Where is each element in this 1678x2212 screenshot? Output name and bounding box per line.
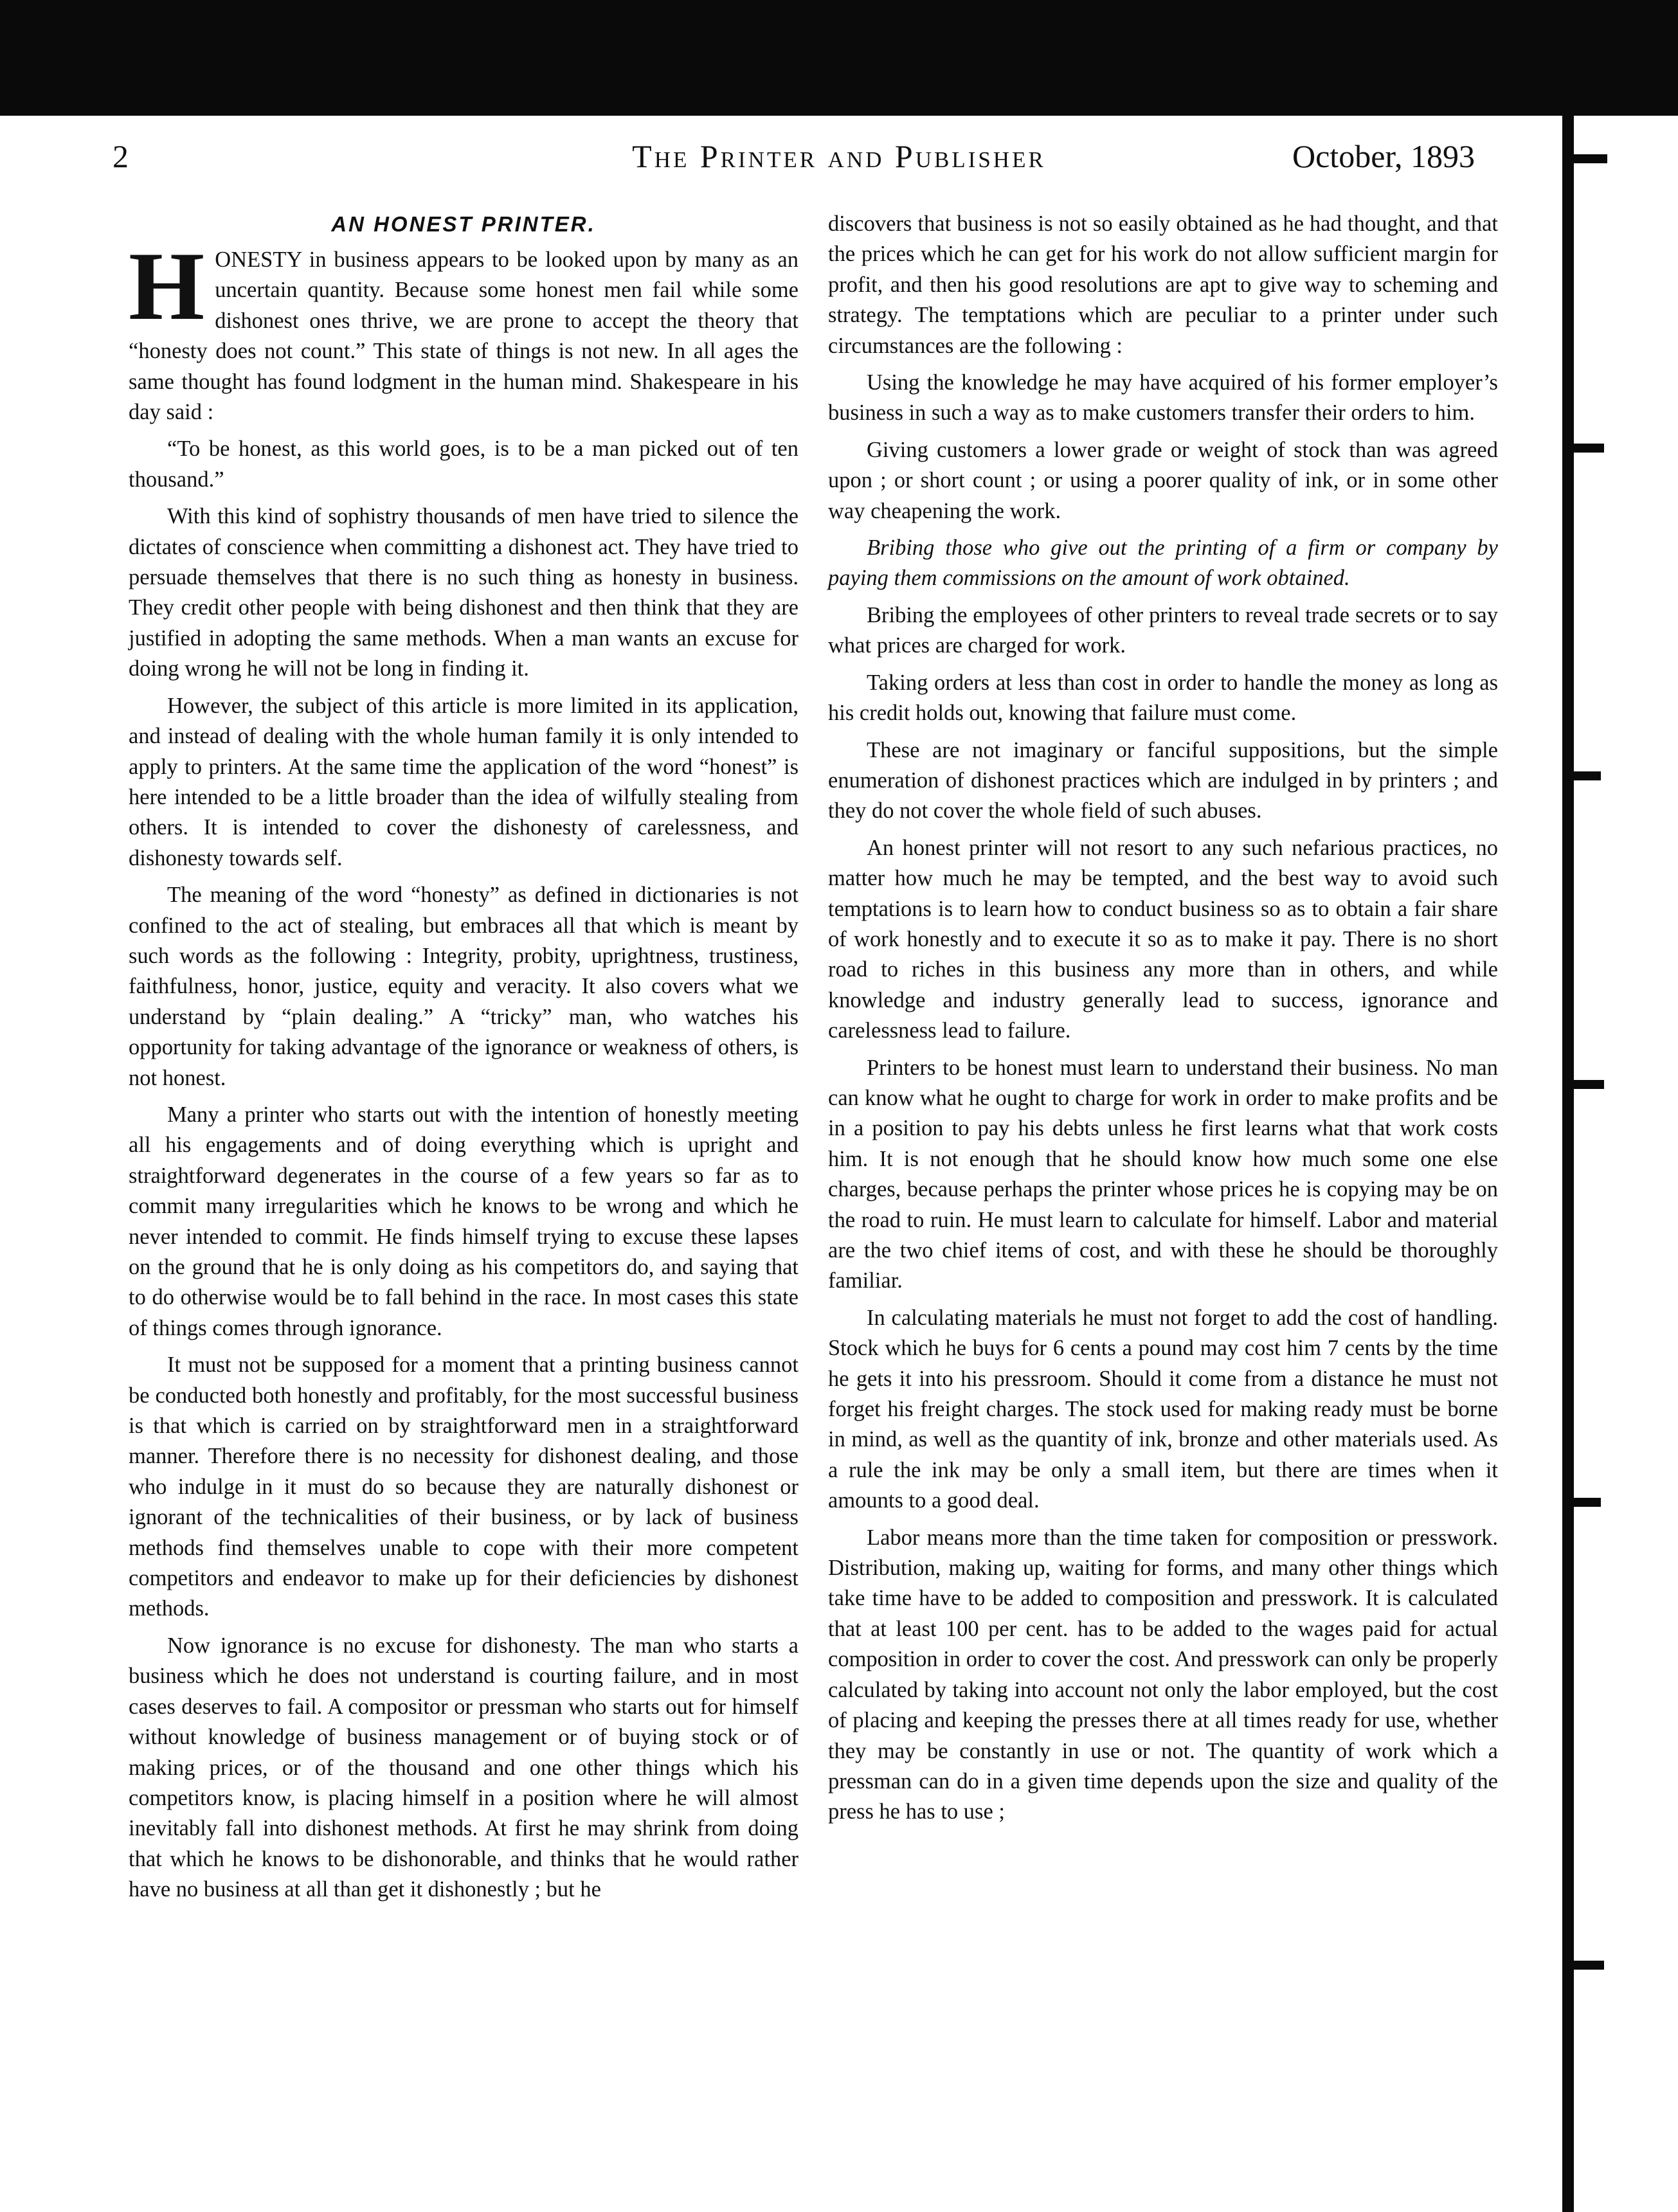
article-paragraph: These are not imaginary or fanciful suppositions, but the simple enumeration of dishonest practices which are indulged in by printers ; and they do not cover the whole field of such abuses.: [828, 737, 1498, 823]
article-paragraph: Using the knowledge he may have acquired of his former employer’s business in such a way as to make customers transfer their orders to him.: [828, 370, 1498, 426]
article-paragraph: Labor means more than the time taken for composition or presswork. Distribution, making up, waiting for forms, and many other things which take time have to be added to composition and presswork. It is calculated that at least 100 per cent. has to be added to the wages paid for actual composition in order to cover the cost. And presswork can only be properly calculated by taking into account not only the labor employed, but the cost of placing and keeping the presses there at all times ready for use, whether they may be constantly in use or not. The quantity of work which a pressman can do in a given time depends upon the size and quality of the press he has to use ;: [828, 1525, 1498, 1824]
article-paragraph: With this kind of sophistry thousands of men have tried to silence the dictates of conscience when committing a dishonest act. They have tried to persuade themselves that there is no such thing as honesty in business. They credit other people with being dishonest and then think that they are justified in adopting the same methods. When a man wants an excuse for doing wrong he will not be long in finding it.: [129, 504, 798, 681]
scan-edge-mark: [1569, 1080, 1604, 1089]
article-paragraph: Now ignorance is no excuse for dishonesty. The man who starts a business which he does not understand is courting failure, and in most cases deserves to fail. A compositor or pressman who starts out for himself without knowledge of business management or of buying stock or of making prices, or of the thousand and one other things which his competitors know, is placing himself in a position where he will almost inevitably fall into dishonest methods. At first he may shrink from doing that which he knows to be dishonorable, and thinks that he would rather have no business at all than get it dishonestly ; but he: [129, 1633, 798, 1902]
article-paragraph: Printers to be honest must learn to understand their business. No man can know what he ought to charge for work in order to make profits and be in a position to pay his debts unless he first learns what that work costs him. It is not enough that he should know how much some one else charges, because perhaps the printer whose prices he is copying may be on the road to ruin. He must learn to calculate for himself. Labor and material are the two chief items of cost, and with these he should be thoroughly familiar.: [828, 1055, 1498, 1293]
article-title: AN HONEST PRINTER.: [331, 212, 596, 236]
scan-edge-black-bar: [0, 0, 1678, 116]
left-column: [129, 209, 798, 1912]
article-paragraph: “To be honest, as this world goes, is to be a man picked out of ten thousand.”: [129, 436, 798, 492]
article-paragraph: However, the subject of this article is more limited in its application, and instead of dealing with the whole human family it is only intended to apply to printers. At the same time the application of the word “honest” is here intended to be a little broader than the idea of wilfully stealing from others. It is intended to cover the dishonesty of carelessness, and dishonesty towards self.: [129, 693, 798, 870]
article-paragraph: HONESTY in business appears to be looked upon by many as an uncertain quantity. Because some honest men fail while some dishonest ones thrive, we are prone to accept the theory that “honesty does not count.” This state of things is not new. In all ages the same thought has found lodgment in the human mind. Shakespeare in his day said :: [129, 232, 798, 425]
page-header: [0, 138, 1678, 189]
article-paragraph: Taking orders at less than cost in order to handle the money as long as his credit holds out, knowing that failure must come.: [828, 670, 1498, 726]
scan-edge-mark: [1569, 1961, 1604, 1970]
article-paragraph: The meaning of the word “honesty” as defined in dictionaries is not confined to the act of stealing, but embraces all that which is meant by such words as the following : Integrity, probity, uprightness, trustiness, faithfulness, honor, justice, equity and veracity. It also covers what we understand by “plain dealing.” A “tricky” man, who watches his opportunity for taking advantage of the ignorance or weakness of others, is not honest.: [129, 883, 798, 1090]
drop-cap: H: [129, 232, 205, 340]
scan-edge-mark: [1569, 771, 1601, 780]
article-paragraph: An honest printer will not resort to any such nefarious practices, no matter how much he may be tempted, and the best way to avoid such temptations is to learn how to conduct business so as to obtain a fair share of work honestly and to execute it so as to make it pay. There is no short road to riches in this business any more than in others, and while knowledge and industry generally lead to success, ignorance and carelessness lead to failure.: [828, 835, 1498, 1043]
article-paragraph: Many a printer who starts out with the intention of honestly meeting all his engagements and of doing everything which is upright and straightforward degenerates in the course of a few years so far as to commit many irregularities which he knows to be wrong and which he never intended to commit. He finds himself trying to excuse these lapses on the ground that he is only doing as his competitors do, and saying that to do otherwise would be to fall behind in the race. In most cases this state of things comes through ignorance.: [129, 1102, 798, 1340]
scan-edge-mark: [1569, 444, 1604, 453]
article-paragraph: Bribing the employees of other printers to reveal trade secrets or to say what prices are charged for work.: [828, 602, 1498, 658]
article-paragraph: Bribing those who give out the printing of a firm or company by paying them commissions on the amount of work obtained.: [828, 535, 1498, 591]
scan-edge-mark: [1569, 1498, 1601, 1507]
running-title: The Printer and Publisher: [632, 138, 1046, 174]
scan-right-edge-rule: [1562, 84, 1574, 2212]
right-column: [828, 209, 1498, 1834]
issue-date: October, 1893: [1292, 138, 1475, 174]
article-paragraph: In calculating materials he must not forget to add the cost of handling. Stock which he buys for 6 cents a pound may cost him 7 cents by the time he gets it into his pressroom. Should it come from a distance he must not forget his freight charges. The stock used for making ready must be borne in mind, as well as the quantity of ink, bronze and other materials used. As a rule the ink may be only a small item, but there are times when it amounts to a good deal.: [828, 1305, 1498, 1513]
article-paragraph: It must not be supposed for a moment that a printing business cannot be conducted both honestly and profitably, for the most successful business is that which is carried on by straightforward men in a straightforward manner. Therefore there is no necessity for dishonest dealing, and those who indulge in it must do so because they are naturally dishonest or ignorant of the technicalities of their business, or by lack of business methods find themselves unable to cope with their more competent competitors and endeavor to make up for their deficiencies by dishonest methods.: [129, 1353, 798, 1621]
article-paragraph: Giving customers a lower grade or weight of stock than was agreed upon ; or short count ; or using a poorer quality of ink, or in some other way cheapening the work.: [828, 437, 1498, 523]
article-paragraph: discovers that business is not so easily obtained as he had thought, and that the prices which he can get for his work do not allow sufficient margin for profit, and then his good resolutions are apt to give way to scheming and strategy. The temptations which are peculiar to a printer under such circumstances are the following :: [828, 211, 1498, 358]
page-number: 2: [113, 138, 129, 174]
